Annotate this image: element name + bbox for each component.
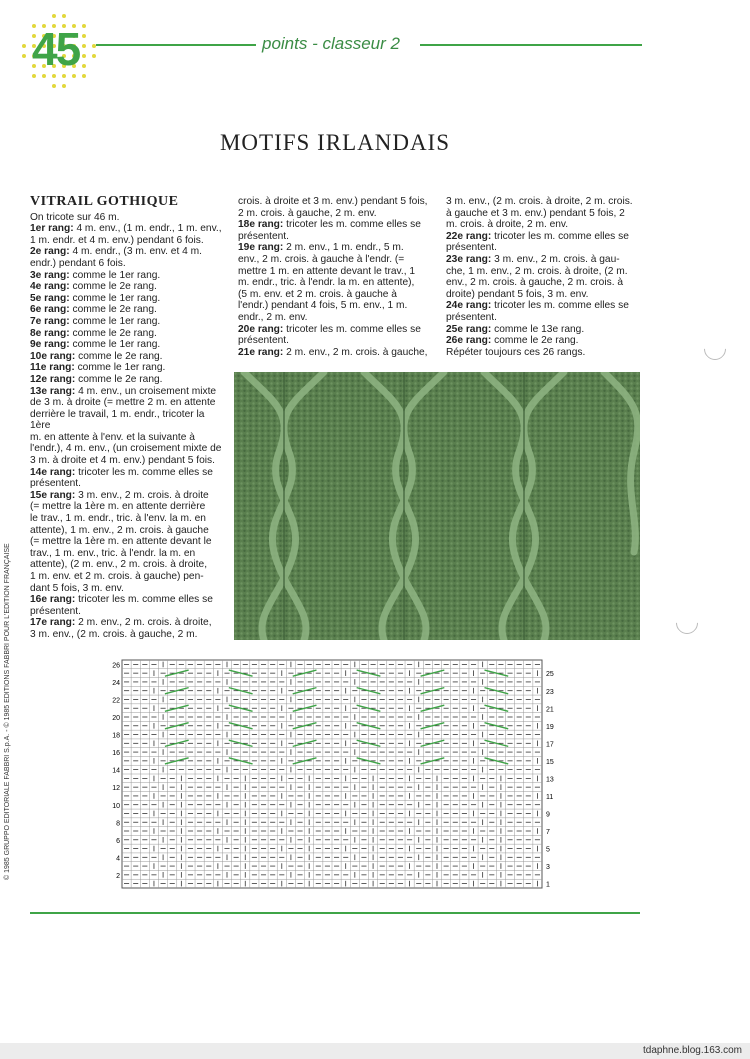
chart-row-label-left: 20	[112, 715, 120, 723]
instruction-line	[238, 266, 434, 278]
row-label: 3e rang:	[30, 269, 70, 281]
row-text: l'endr.), 4 m. env., (un croisement mixte de	[30, 443, 222, 455]
row-text: 2 m. env., 2 m. crois. à droite,	[75, 617, 212, 629]
row-text: env., 2 m. crois. à gauche à l'endr. (=	[238, 253, 405, 265]
row-label: 15e rang:	[30, 489, 76, 501]
dot	[62, 84, 66, 88]
instruction-line	[238, 208, 434, 220]
instruction-line	[30, 629, 226, 641]
copyright-credit: © 1985 GRUPPO EDITORIALE FABBRI S.p.A. - © 1985 EDITIONS FABBRI POUR L'EDITION FRANÇAISE	[4, 543, 11, 880]
row-text: de 3 m. à droite (= mettre 2 m. en attente	[30, 397, 216, 409]
row-text: comme le 1er rang.	[74, 362, 166, 374]
row-text: 3 m. env., (2 m. crois. à droite, 2 m. crois.	[446, 196, 633, 207]
instructions-column-2	[238, 196, 434, 358]
rows-list-1	[30, 223, 226, 640]
row-text: à gauche et 3 m. env.) pendant 5 fois, 2	[446, 207, 625, 219]
row-text: droite) pendant 5 fois, 3 m. env.	[446, 288, 589, 300]
instruction-line	[446, 289, 646, 301]
row-label: 25e rang:	[446, 323, 492, 335]
instructions-column-1	[30, 196, 226, 641]
page-title: MOTIFS IRLANDAIS	[219, 130, 451, 155]
row-text: tricoter les m. comme elles se	[75, 466, 213, 478]
row-text: mettre 1 m. en attente devant le trav., 1	[238, 265, 416, 277]
chart-row-label-right: 25	[546, 671, 554, 679]
row-label: 21e rang:	[238, 346, 284, 358]
instruction-line	[30, 594, 226, 606]
row-text: 2 m. env., 2 m. crois. à gauche,	[283, 346, 428, 358]
row-text: le trav., 1 m. endr., tric. à l'env. la m. en	[30, 513, 206, 525]
row-text: 2 m. crois. à gauche, 2 m. env.	[238, 207, 377, 219]
instruction-line	[238, 312, 434, 324]
chart-row-label-left: 16	[112, 750, 120, 758]
row-text: 3 m. env., (2 m. crois. à gauche, 2 m.	[30, 628, 198, 640]
instruction-line	[446, 347, 646, 359]
instruction-line	[30, 328, 226, 340]
row-label: 17e rang:	[30, 617, 76, 629]
row-text: 3 m. env., 2 m. crois. à gau-	[491, 253, 620, 265]
row-label: 19e rang:	[238, 242, 284, 254]
row-text: crois. à droite et 3 m. env.) pendant 5 fois,	[238, 196, 428, 207]
row-text: endr.) pendant 6 fois.	[30, 257, 126, 269]
row-text: 3 m. à droite et 4 m. env.) pendant 5 fois.	[30, 455, 215, 467]
row-text: tricoter les m. comme elles se	[491, 300, 629, 312]
dot	[52, 84, 56, 88]
dot	[22, 54, 26, 58]
binder-hole-top	[699, 333, 730, 364]
row-text: attente), (2 m. env., 2 m. crois. à droite,	[30, 559, 208, 571]
rows-list-3	[446, 196, 646, 358]
row-text: dant 5 fois, 3 m. env.	[30, 582, 124, 594]
row-label: 26e rang:	[446, 335, 492, 347]
instruction-line	[30, 316, 226, 328]
row-text: présentent.	[238, 230, 289, 242]
chart-row-label-left: 12	[112, 785, 120, 793]
instruction-line	[446, 231, 646, 243]
row-text: 4 m. env., (1 m. endr., 1 m. env.,	[73, 223, 222, 235]
row-text: trav., 1 m. env., tric. à l'endr. la m. en	[30, 547, 196, 559]
instruction-line	[238, 289, 434, 301]
instruction-line	[30, 490, 226, 502]
dot	[62, 14, 66, 18]
instruction-line	[446, 277, 646, 289]
row-label: 23e rang:	[446, 253, 492, 265]
instruction-line	[238, 196, 434, 208]
chart-row-label-left: 22	[112, 697, 120, 705]
row-text: (= mettre la 1ère m. en attente devant le	[30, 536, 212, 548]
dot	[82, 54, 86, 58]
row-text: 2 m. env., 1 m. endr., 5 m.	[283, 242, 404, 254]
instruction-line	[30, 270, 226, 282]
row-label: 22e rang:	[446, 230, 492, 242]
chart-row-label-left: 14	[112, 767, 120, 775]
chart-row-label-left: 26	[112, 662, 120, 670]
instruction-line	[30, 362, 226, 374]
row-text: 1 m. endr. et 4 m. env.) pendant 6 fois.	[30, 234, 204, 246]
instruction-line	[30, 548, 226, 560]
instruction-line	[30, 293, 226, 305]
row-text: présentent.	[30, 605, 81, 617]
row-label: 13e rang:	[30, 385, 76, 397]
instruction-line	[30, 258, 226, 270]
chart-row-label-right: 5	[546, 846, 550, 854]
row-text: comme le 13e rang.	[491, 323, 585, 335]
instruction-line	[30, 235, 226, 247]
instruction-line	[30, 513, 226, 525]
row-text: comme le 2e rang.	[69, 281, 157, 293]
row-text: 3 m. env., 2 m. crois. à droite	[75, 489, 209, 501]
instruction-line	[30, 467, 226, 479]
row-text: derrière le travail, 1 m. endr., tricoter la 1ère	[30, 408, 205, 432]
instruction-line	[446, 196, 646, 208]
chart-row-label-right: 9	[546, 811, 550, 819]
instruction-line	[30, 304, 226, 316]
row-text: (5 m. env. et 2 m. crois. à gauche à	[238, 288, 397, 300]
chart-row-label-right: 17	[546, 741, 554, 749]
header-rule-left	[96, 44, 256, 46]
instruction-line	[30, 455, 226, 467]
chart-row-label-left: 24	[112, 679, 120, 687]
instruction-line	[30, 223, 226, 235]
row-text: tricoter les m. comme elles se	[491, 230, 629, 242]
header-rule-right	[420, 44, 642, 46]
instruction-line	[238, 347, 434, 359]
instruction-line	[446, 335, 646, 347]
chart-row-label-left: 18	[112, 732, 120, 740]
instruction-line	[446, 208, 646, 220]
row-label: 7e rang:	[30, 315, 70, 327]
chart-row-label-right: 15	[546, 758, 554, 766]
row-text: l'endr.) pendant 4 fois, 5 m. env., 1 m.	[238, 300, 408, 312]
row-text: 1 m. env. et 2 m. crois. à gauche) pen-	[30, 571, 204, 582]
chart-row-label-right: 13	[546, 776, 554, 784]
dot	[82, 34, 86, 38]
watermark-text: tdaphne.blog.163.com	[643, 1045, 742, 1056]
row-text: m. crois. à droite, 2 m. env.	[446, 219, 569, 231]
instruction-line	[30, 397, 226, 409]
row-label: 11e rang:	[30, 362, 75, 374]
row-text: tricoter les m. comme elles se	[283, 323, 421, 335]
instruction-line	[30, 386, 226, 398]
intro-line: On tricote sur 46 m.	[30, 211, 120, 223]
row-text: 4 m. endr., (3 m. env. et 4 m.	[69, 246, 202, 258]
dot	[82, 24, 86, 28]
instruction-line	[30, 617, 226, 629]
rows-list-2	[238, 196, 434, 358]
row-text: 4 m. env., un croisement mixte	[75, 385, 217, 397]
instructions-column-3	[446, 196, 646, 358]
row-text: che, 1 m. env., 2 m. crois. à droite, (2 m.	[446, 265, 628, 277]
instruction-line	[30, 443, 226, 455]
row-text: comme le 1er rang.	[69, 315, 161, 327]
row-label: 20e rang:	[238, 323, 284, 335]
chart-row-label-right: 23	[546, 688, 554, 696]
instruction-line	[238, 277, 434, 289]
instruction-line	[30, 571, 226, 583]
chart-row-label-left: 2	[116, 872, 120, 880]
chart-row-label-left: 10	[112, 802, 120, 810]
row-text: endr., 2 m. env.	[238, 311, 308, 323]
instruction-line	[446, 312, 646, 324]
instruction-line	[30, 246, 226, 258]
row-text: présentent.	[446, 311, 497, 323]
row-text: comme le 2e rang.	[69, 304, 157, 316]
instruction-line	[30, 432, 226, 444]
instruction-line	[30, 583, 226, 595]
dot	[82, 64, 86, 68]
chart-row-label-right: 1	[546, 881, 550, 889]
instruction-line	[30, 501, 226, 513]
row-text: présentent.	[30, 478, 81, 490]
row-text: présentent.	[446, 242, 497, 254]
instruction-line	[446, 219, 646, 231]
chart-row-label-right: 11	[546, 793, 554, 801]
instruction-line	[30, 374, 226, 386]
row-text: tricoter les m. comme elles se	[283, 219, 421, 231]
row-label: 9e rang:	[30, 339, 70, 351]
instruction-line	[30, 351, 226, 363]
dot	[82, 74, 86, 78]
row-label: 14e rang:	[30, 466, 76, 478]
instruction-line	[238, 254, 434, 266]
row-text: tricoter les m. comme elles se	[75, 594, 213, 606]
dot	[22, 44, 26, 48]
row-label: 18e rang:	[238, 219, 284, 231]
instruction-line	[446, 254, 646, 266]
instruction-line	[238, 335, 434, 347]
instruction-line	[30, 478, 226, 490]
row-label: 5e rang:	[30, 292, 70, 304]
row-text: comme le 2e rang.	[491, 335, 579, 347]
instruction-line	[238, 324, 434, 336]
row-label: 10e rang:	[30, 350, 76, 362]
row-text: comme le 2e rang.	[69, 327, 157, 339]
row-text: m. endr., tric. à l'endr. la m. en attente),	[238, 277, 415, 289]
chart-row-label-right: 3	[546, 864, 550, 872]
page-number: 45	[32, 23, 80, 75]
row-text: comme le 2e rang.	[75, 350, 163, 362]
chart-row-label-right: 7	[546, 829, 550, 837]
instruction-line	[30, 525, 226, 537]
bottom-bar	[0, 1043, 750, 1059]
row-label: 24e rang:	[446, 300, 492, 312]
chart-row-label-right: 19	[546, 723, 554, 731]
instruction-line	[30, 281, 226, 293]
row-text: Répéter toujours ces 26 rangs.	[446, 346, 586, 358]
instruction-line	[238, 300, 434, 312]
instruction-line	[30, 559, 226, 571]
instruction-line	[446, 266, 646, 278]
knitting-chart	[112, 658, 562, 898]
chart-row-label-left: 8	[116, 820, 120, 828]
stitch-name: VITRAIL GOTHIQUE	[30, 194, 179, 209]
row-label: 8e rang:	[30, 327, 70, 339]
binder-hole-bottom	[671, 607, 702, 638]
dot	[52, 14, 56, 18]
chart-row-label-right: 21	[546, 706, 554, 714]
row-label: 6e rang:	[30, 304, 70, 316]
row-label: 1er rang:	[30, 223, 74, 235]
knit-swatch-photo	[234, 372, 640, 640]
row-text: comme le 1er rang.	[69, 269, 161, 281]
row-text: comme le 1er rang.	[69, 339, 161, 351]
instruction-line	[30, 536, 226, 548]
chart-row-label-left: 6	[116, 837, 120, 845]
row-label: 4e rang:	[30, 281, 70, 293]
row-label: 16e rang:	[30, 594, 76, 606]
instruction-line	[446, 300, 646, 312]
row-text: (= mettre la 1ère m. en attente derrière	[30, 501, 206, 513]
instruction-line	[30, 606, 226, 618]
instruction-line	[30, 409, 226, 432]
dot	[82, 44, 86, 48]
section-label: points - classeur 2	[262, 34, 400, 53]
instruction-line	[30, 339, 226, 351]
row-text: comme le 1er rang.	[69, 292, 161, 304]
row-label: 12e rang:	[30, 373, 76, 385]
row-text: comme le 2e rang.	[75, 373, 163, 385]
footer-rule	[30, 912, 640, 914]
row-text: m. en attente à l'env. et la suivante à	[30, 431, 195, 443]
instruction-line	[446, 242, 646, 254]
dot	[92, 54, 96, 58]
row-label: 2e rang:	[30, 246, 70, 258]
chart-row-label-left: 4	[116, 855, 120, 863]
row-text: attente), 1 m. env., 2 m. crois. à gauche	[30, 524, 209, 536]
instruction-line	[238, 242, 434, 254]
instruction-line	[238, 219, 434, 231]
row-text: env., 2 m. crois. à gauche, 2 m. crois. à	[446, 277, 624, 289]
row-text: présentent.	[238, 335, 289, 347]
instruction-line	[238, 231, 434, 243]
instruction-line	[446, 324, 646, 336]
